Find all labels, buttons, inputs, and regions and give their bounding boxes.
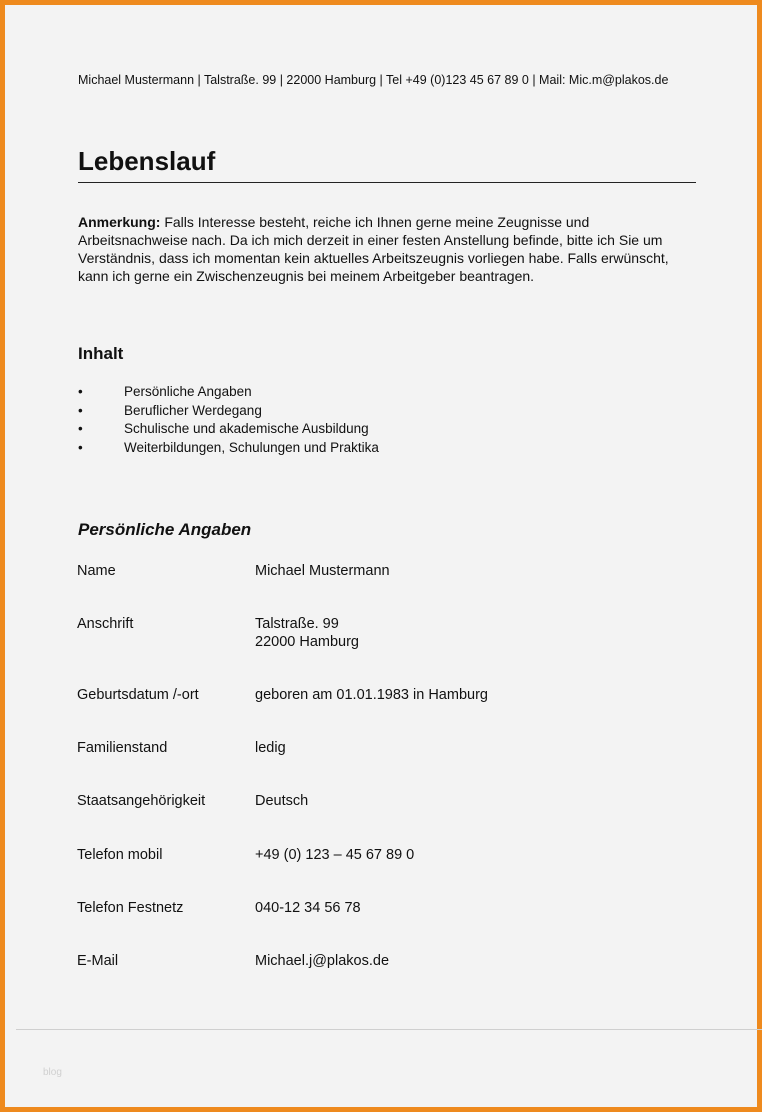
- address-city: 22000 Hamburg: [255, 634, 359, 650]
- footer-divider: [16, 1029, 762, 1030]
- info-label: Staatsangehörigkeit: [77, 793, 206, 809]
- info-value: geboren am 01.01.1983 in Hamburg: [255, 687, 488, 703]
- bullet-icon: •: [78, 440, 83, 456]
- info-label: Telefon Festnetz: [77, 900, 184, 916]
- list-item-label: Persönliche Angaben: [124, 384, 252, 399]
- list-item: [78, 439, 379, 458]
- info-value: ledig: [255, 740, 286, 756]
- info-label: Geburtsdatum /-ort: [77, 687, 199, 703]
- list-item: [78, 420, 379, 439]
- info-label: Familienstand: [77, 740, 168, 756]
- info-value: 040-12 34 56 78: [255, 900, 361, 916]
- info-value: +49 (0) 123 – 45 67 89 0: [255, 847, 415, 863]
- list-item-label: Schulische und akademische Ausbildung: [124, 421, 369, 437]
- watermark: blog: [43, 1067, 62, 1078]
- info-label: Telefon mobil: [77, 847, 163, 863]
- title-divider: [78, 182, 696, 183]
- contact-header: Michael Mustermann | Talstraße. 99 | 22000 Hamburg | Tel +49 (0)123 45 67 89 0 | Mail: Mic.m@plakos.de: [78, 73, 669, 87]
- list-item: [78, 402, 379, 421]
- note-label: Anmerkung:: [78, 214, 161, 230]
- address-street: Talstraße. 99: [255, 616, 339, 632]
- list-item-label: Weiterbildungen, Schulungen und Praktika: [124, 440, 379, 456]
- contents-heading: Inhalt: [78, 344, 124, 363]
- info-value: Michael.j@plakos.de: [255, 953, 390, 969]
- page-title: Lebenslauf: [78, 146, 216, 176]
- bullet-icon: •: [78, 402, 83, 418]
- info-value: Michael Mustermann: [255, 563, 390, 579]
- info-label: E-Mail: [77, 953, 119, 969]
- info-label: Anschrift: [77, 616, 134, 632]
- bullet-icon: •: [78, 384, 83, 399]
- info-label: Name: [77, 563, 116, 579]
- bullet-icon: •: [78, 421, 83, 437]
- info-value: Deutsch: [255, 793, 309, 809]
- list-item: [78, 383, 379, 402]
- list-item-label: Beruflicher Werdegang: [124, 402, 262, 418]
- note-paragraph: [78, 213, 678, 285]
- contents-list: [78, 383, 379, 458]
- note-text: Falls Interesse besteht, reiche ich Ihnen gerne meine Zeugnisse und Arbeitsnachweise nach. Da ich mich derzeit in einer festen Anstellung befinde, bitte ich Sie um Verständnis, dass ich momentan kein aktuelles Arbeitszeugnis vorliegen habe. Falls erwünscht, kann ich gerne ein Zwischenzeugnis bei meinem Arbeitgeber beantragen.: [78, 214, 669, 284]
- personal-section-heading: Persönliche Angaben: [78, 520, 252, 539]
- info-value: [255, 615, 675, 651]
